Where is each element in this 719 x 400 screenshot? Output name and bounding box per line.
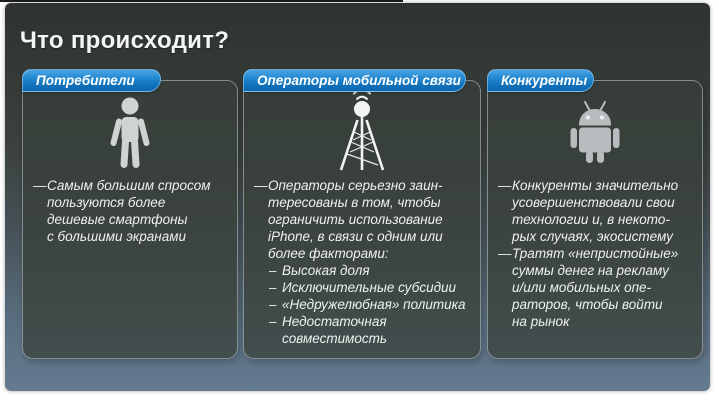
bullet-item	[33, 177, 233, 245]
bullet-marker: –	[269, 263, 277, 278]
panel-bullets-consumers	[33, 177, 233, 245]
bullet-marker: —	[498, 246, 512, 261]
bullet-marker: –	[269, 314, 277, 329]
tab-competitors: Конкуренты	[487, 69, 594, 92]
bullet-item	[269, 313, 476, 347]
radio-tower-icon	[330, 89, 394, 173]
bullet-item	[269, 279, 476, 296]
bullet-text: Исключительные субсидии	[282, 280, 457, 295]
panel-bullets-operators	[254, 177, 476, 347]
photo-edge-artifact	[0, 0, 403, 2]
tab-consumers: Потребители	[22, 69, 161, 92]
bullet-text: Тратят «непристойные» суммы денег на рекламу и/или мобильных опе- раторов, чтобы войти на рынок	[512, 246, 679, 329]
slide	[5, 3, 710, 391]
page-title: Что происходит?	[20, 27, 230, 54]
bullet-text: Конкуренты значительно усовершенствовали свои технологии и, в некото- рых случаях, экосистему	[512, 178, 679, 244]
bullet-marker: —	[254, 178, 268, 193]
panel-bullets-competitors	[498, 177, 698, 330]
panel-icon-area	[23, 81, 237, 177]
panel-icon-area	[488, 81, 702, 177]
bullet-item	[254, 177, 476, 262]
panel-icon-area	[244, 81, 480, 177]
bullet-marker: —	[498, 178, 512, 193]
panel-consumers	[22, 73, 238, 359]
bullet-marker: —	[33, 178, 47, 193]
bullet-item	[269, 262, 476, 279]
bullet-text: Высокая доля	[282, 263, 370, 278]
bullet-marker: –	[269, 280, 277, 295]
android-icon	[559, 98, 631, 164]
bullet-item	[269, 296, 476, 313]
panel-competitors	[487, 73, 703, 359]
tab-operators: Операторы мобильной связи	[243, 69, 466, 92]
person-icon	[103, 97, 157, 169]
bullet-item	[498, 177, 698, 245]
bullet-text: Самым большим спросом пользуются более дешевые смартфоны с большими экранами	[47, 178, 211, 244]
bullet-item	[498, 245, 698, 330]
bullet-text: «Недружелюбная» политика	[282, 297, 466, 312]
bullet-text: Недостаточная совместимость	[282, 314, 387, 346]
bullet-marker: –	[269, 297, 277, 312]
panel-operators	[243, 73, 481, 359]
bullet-text: Операторы серьезно заин- тересованы в том, чтобы ограничить использование iPhone, в связи с одним или более факторами:	[268, 178, 443, 261]
